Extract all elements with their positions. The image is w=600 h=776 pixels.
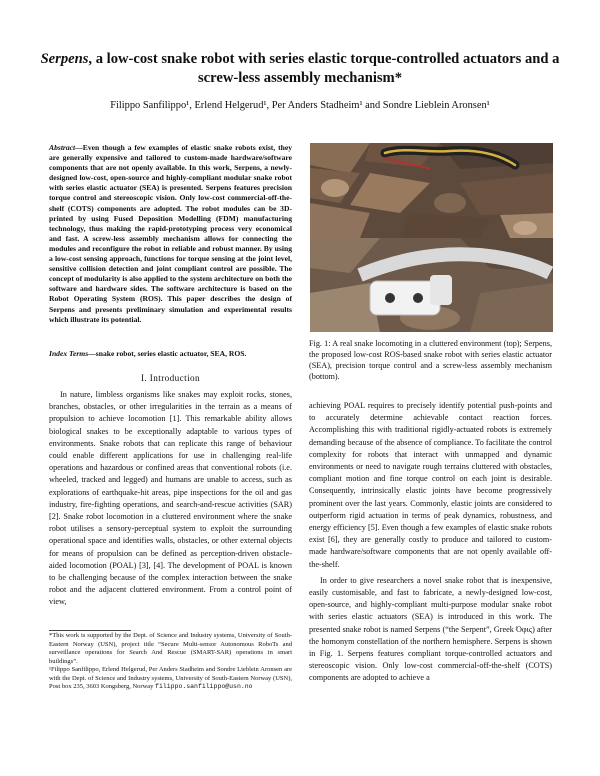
- abstract-lead: Abstract: [49, 143, 76, 152]
- index-terms-text: —snake robot, series elastic actuator, SEA, ROS.: [88, 349, 247, 358]
- author-list: Filippo Sanfilippo¹, Erlend Helgerud¹, Per Anders Stadheim¹ and Sondre Lieblein Aronsen¹: [110, 100, 490, 111]
- intro-right-column: [309, 400, 552, 764]
- real-snake-photo: [310, 143, 553, 238]
- footnote-email: filippo.sanfilippo@usn.no: [155, 683, 253, 691]
- intro-left-column: [49, 389, 292, 625]
- intro-paragraph-2: achieving POAL requires to precisely identify potential push-points and to accurately determine achievable contact reaction forces. Accomplishing this with traditional rigidly-actuated robots is extremely demanding because of the absence of compliance. To facilitate the control complexity for robots that interact with unmapped and dynamic environments or need to navigate rough terrains cluttered with obstacles, compliant motion and fine torque control on each joint is desirable. Consequently, intrinsically elastic joints have become progressively prominent over the last years. Commonly, elastic joints are considered to outperform rigid actuation in terms of peak dynamics, robustness, and energy efficiency [5]. Even though a few examples of elastic snake robots exist [6], they are generally costly to produce and tailored to custom-made hardware/software components that are not openly available off-the-shelf.: [309, 401, 552, 569]
- footnote-affiliation-text: ¹Filippo Sanfilippo, Erlend Helgerud, Per Anders Stadheim and Sondre Lieblein Aronsen are with the Dept. of Science and Industry systems, University of South-Eastern Norway (USN), Post box 235, 3603 Kongsberg, Norway: [49, 666, 292, 691]
- abstract-text: —Even though a few examples of elastic snake robots exist, they are generally expensive and tailored to custom-made hardware/software components that are not openly available. In this work, Serpens, a newly-designed low-cost, open-source and highly-compliant modular snake robot with series elastic actuator (SEA) is presented. Serpens features precision torque control and stereoscopic vision. Only low-cost commercial-off-the-shelf (COTS) components are adopted. The robot modules can be 3D-printed by using Fused Deposition Modelling (FDM) manufacturing technology, thus making the rapid-prototyping process very economical and fast. A screw-less assembly mechanism allows for connecting the modules and reconfigure the robot in reliable and robust manner. By using a low-cost sensing approach, functions for torque sensing at the joint level, sensitive collision detection and joint compliant control are possible. The concept of modularity is also applied to the system architecture on both the software and hardware sides. The software architecture is based on the Robot Operating System (ROS). This paper describes the design of Serpens and presents preliminary simulation and experimental results which illustrate its potential.: [49, 143, 292, 324]
- intro-paragraph-3: In order to give researchers a novel snake robot that is inexpensive, easily customisable, and fast to fabricate, a newly-designed low-cost, open-source, and highly-compliant multi-purpose modular snake robot with series elastic actuators (SEA) is introduced in this work. The presented snake robot is named Serpens (“the Serpent”, Greek Όφις) after the homonym constellation of the northern hemisphere. Serpens is shown in Fig. 1. Serpens features compliant torque-controlled actuators and stereoscopic vision. Only low-cost commercial-off-the-shelf (COTS) components are adopted to achieve a: [309, 575, 552, 683]
- paper-title: [40, 50, 560, 88]
- index-terms: [49, 349, 292, 359]
- intro-paragraph-1: In nature, limbless organisms like snakes may exploit rocks, stones, branches, obstacles, or other irregularities in the terrain as a means of propulsion to achieve locomotion [1]. This remarkable ability allows biological snakes to be exceptionally adaptable to various types of environments. Snake robots that can replicate this range of behaviour could enable different applications for use in challenging real-life operations and hazardous or confined areas that conventional robots (i.e. wheeled, tracked and legged) and humans are unable to access, such as explorations of earthquake-hit areas, pipe inspections for the oil and gas industry, fire-fighting operations, and search-and-rescue activities (SAR) [2]. Snake robot locomotion in a cluttered environment where the snake robot utilises a sensory-perceptual system to exploit the surrounding operational space and identifies walls, obstacles, or other external objects for means of propulsion can be defined as perception-driven obstacle-aided locomotion (POAL) [3], [4]. The development of POAL is known to be challenging because of the complex interaction between the snake robot and the adjacent cluttered environment. From a control point of view,: [49, 390, 292, 607]
- figure-1: [310, 143, 553, 332]
- footnote-funding: *This work is supported by the Dept. of Science and Industry systems, University of South-Eastern Norway (USN), project title “Secure Multi-sensor Autonomous RoboTs and surveillance operations for Search And Rescue (SMART-SAR) operations in smart buildings”.: [49, 632, 292, 665]
- footnote-affiliation: [49, 666, 292, 692]
- title-rest: , a low-cost snake robot with series elastic torque-controlled actuators and a screw-less assembly mechanism*: [88, 51, 560, 86]
- footnote-rule: [49, 630, 131, 631]
- serpens-robot-photo: [310, 238, 553, 332]
- figure-caption: Fig. 1: A real snake locomoting in a cluttered environment (top); Serpens, the proposed low-cost ROS-based snake robot with series elastic actuator (SEA), precision torque control and a screw-less assembly mechanism (bottom).: [309, 339, 552, 381]
- section-heading: I. Introduction: [140, 373, 201, 383]
- abstract: [49, 143, 292, 325]
- index-terms-lead: Index Terms: [49, 349, 89, 358]
- title-italic: Serpens: [40, 51, 89, 67]
